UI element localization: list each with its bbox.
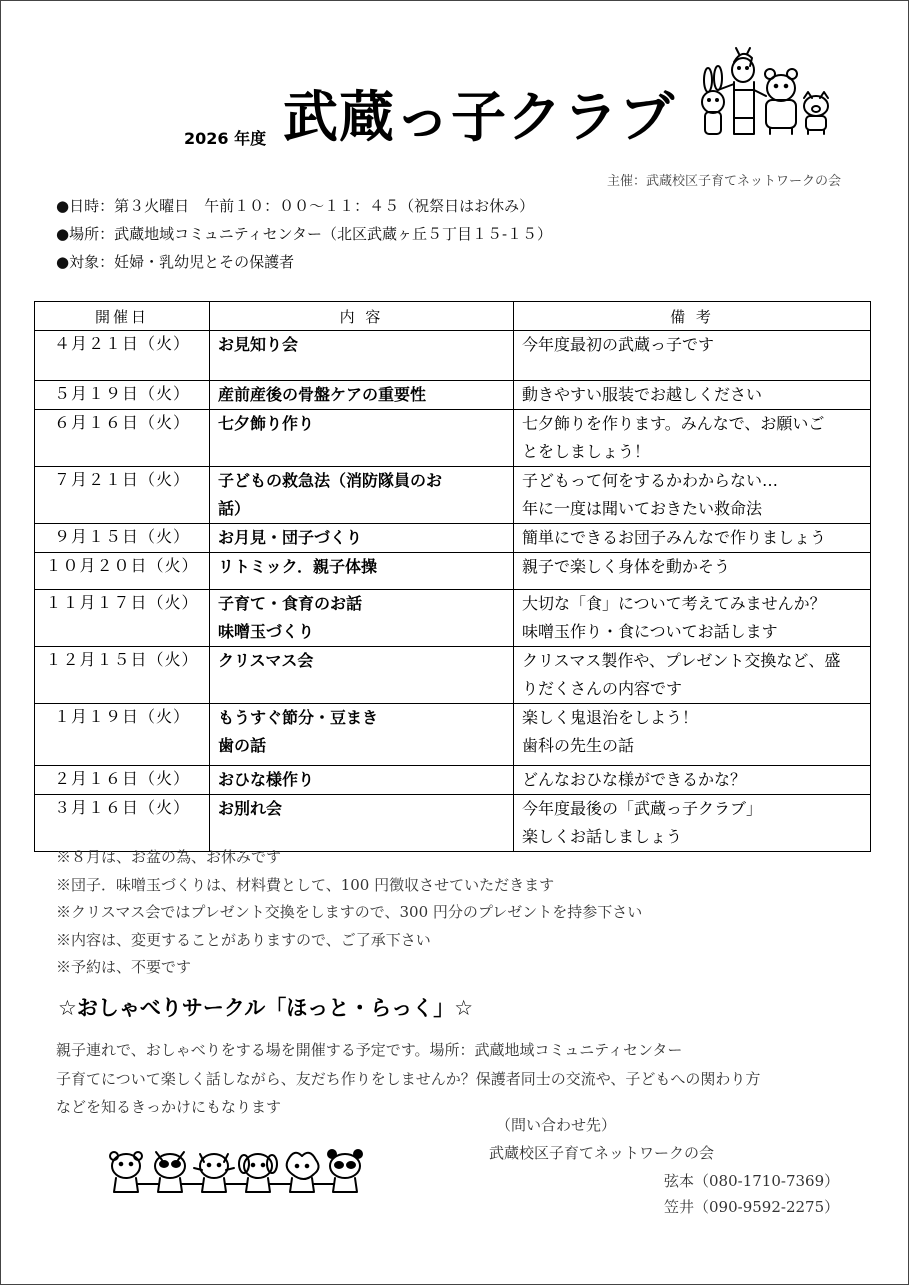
- row-content: [210, 704, 514, 766]
- note-line: 簡単にできるお団子みんなで作りましょう: [522, 528, 827, 547]
- content-line: 七夕飾り作り: [218, 414, 315, 433]
- contact-person-1: 弦本（080-1710-7369）: [664, 1172, 840, 1190]
- row-date: １月１９日（火）: [35, 704, 210, 766]
- note-line: 味噌玉作り・食についてお話します: [522, 622, 778, 641]
- row-note: [514, 331, 871, 381]
- table-row: [35, 553, 871, 590]
- content-line: 話）: [218, 499, 251, 518]
- table-row: [35, 766, 871, 795]
- row-note: [514, 704, 871, 766]
- table-header-row: [35, 302, 871, 331]
- table-row: [35, 647, 871, 704]
- note-line: クリスマス製作や、プレゼント交換など、盛: [522, 651, 841, 670]
- row-content: [210, 467, 514, 524]
- row-note: [514, 553, 871, 590]
- animal-parade-illustration: [106, 1146, 368, 1198]
- row-date: ９月１５日（火）: [35, 524, 210, 553]
- row-date: １１月１７日（火）: [35, 590, 210, 647]
- header-date: 開催日: [35, 302, 210, 331]
- table-row: [35, 331, 871, 381]
- row-note: [514, 766, 871, 795]
- note-item: ※予約は、不要です: [56, 958, 192, 976]
- note-line: 今年度最後の「武蔵っ子クラブ」: [522, 799, 763, 818]
- note-line: 子どもって何をするかわからない…: [522, 471, 779, 490]
- row-note: [514, 795, 871, 852]
- row-note: [514, 381, 871, 410]
- content-line: お見知り会: [218, 335, 299, 354]
- note-line: 今年度最初の武蔵っ子です: [522, 335, 715, 354]
- note-line: 大切な「食」について考えてみませんか？: [522, 594, 826, 613]
- row-content: [210, 590, 514, 647]
- info-datetime: ●日時：第３火曜日 午前１０：００～１１：４５（祝祭日はお休み）: [56, 197, 535, 215]
- content-line: 子どもの救急法（消防隊員のお: [218, 471, 443, 490]
- row-date: ２月１６日（火）: [35, 766, 210, 795]
- raccoon-face: [155, 1152, 185, 1192]
- year-label: 2026 年度: [184, 129, 267, 148]
- table-row: [35, 795, 871, 852]
- row-date: ３月１６日（火）: [35, 795, 210, 852]
- page-title: 武蔵っ子クラブ: [283, 85, 676, 149]
- bear-face: [110, 1152, 142, 1192]
- content-line: クリスマス会: [218, 651, 314, 670]
- row-date: ６月１６日（火）: [35, 410, 210, 467]
- table-row: [35, 590, 871, 647]
- note-line: どんなおひな様ができるかな？: [522, 770, 747, 789]
- circle-line: などを知るきっかけにもなります: [56, 1098, 282, 1116]
- note-line: 親子で楽しく身体を動かそう: [522, 557, 731, 576]
- content-line: お別れ会: [218, 799, 283, 818]
- row-content: [210, 795, 514, 852]
- content-line: リトミック．親子体操: [218, 557, 378, 576]
- content-line: おひな様作り: [218, 770, 315, 789]
- note-item: ※内容は、変更することがありますので、ご了承下さい: [56, 930, 431, 949]
- circle-line: 親子連れで、おしゃべりをする場を開催する予定です。場所：武蔵地域コミュニティセンター: [56, 1041, 683, 1059]
- content-line: 子育て・食育のお話: [218, 594, 363, 613]
- table-row: [35, 524, 871, 553]
- animal-friends-illustration: [696, 42, 836, 142]
- row-date: ４月２１日（火）: [35, 331, 210, 381]
- note-item: ※クリスマス会ではプレゼント交換をしますので、300 円分のプレゼントを持参下さい: [56, 903, 643, 921]
- row-content: [210, 331, 514, 381]
- sheep-face: [287, 1153, 319, 1192]
- note-line: 楽しくお話しましょう: [522, 827, 683, 846]
- row-note: [514, 524, 871, 553]
- notes-list: [56, 844, 642, 982]
- panda-face: [328, 1150, 362, 1192]
- schedule-table: [34, 301, 871, 852]
- row-date: ７月２１日（火）: [35, 467, 210, 524]
- note-line: りだくさんの内容です: [522, 679, 683, 698]
- row-note: [514, 590, 871, 647]
- content-line: 産前産後の骨盤ケアの重要性: [218, 385, 427, 404]
- circle-title: ☆おしゃべりサークル「ほっと・らっく」☆: [58, 996, 474, 1020]
- note-line: 年に一度は聞いておきたい救命法: [522, 499, 763, 518]
- content-line: 味噌玉づくり: [218, 622, 315, 641]
- row-note: [514, 410, 871, 467]
- note-line: 七夕飾りを作ります。みんなで、お願いご: [522, 414, 825, 433]
- note-item: ※団子．味噌玉づくりは、材料費として、100 円徴収させていただきます: [56, 875, 555, 894]
- table-row: [35, 467, 871, 524]
- note-line: 楽しく鬼退治をしよう！: [522, 708, 699, 727]
- circle-line: 子育てについて楽しく話しながら、友だち作りをしませんか？保護者同士の交流や、子どもへの関わり方: [56, 1069, 761, 1088]
- contact-org: 武蔵校区子育てネットワークの会: [489, 1144, 715, 1162]
- header-content: 内 容: [210, 302, 514, 331]
- note-line: とをしましょう！: [522, 442, 651, 461]
- row-date: １２月１５日（火）: [35, 647, 210, 704]
- row-content: [210, 381, 514, 410]
- content-line: 歯の話: [218, 736, 267, 755]
- header-note: 備 考: [514, 302, 871, 331]
- row-content: [210, 553, 514, 590]
- row-note: [514, 467, 871, 524]
- info-target: ●対象：妊婦・乳幼児とその保護者: [56, 253, 295, 271]
- note-item: ※８月は、お盆の為、お休みです: [56, 848, 282, 866]
- row-content: [210, 766, 514, 795]
- row-date: １０月２０日（火）: [35, 553, 210, 590]
- row-note: [514, 647, 871, 704]
- note-line: 歯科の先生の話: [522, 736, 635, 755]
- contact-heading: （問い合わせ先）: [496, 1116, 617, 1134]
- content-line: お月見・団子づくり: [218, 528, 363, 547]
- row-content: [210, 410, 514, 467]
- row-date: ５月１９日（火）: [35, 381, 210, 410]
- row-content: [210, 647, 514, 704]
- circle-description: [56, 1036, 760, 1122]
- table-row: [35, 410, 871, 467]
- contact-person-2: 笠井（090-9592-2275）: [664, 1198, 840, 1216]
- table-row: [35, 381, 871, 410]
- note-line: 動きやすい服装でお越しください: [522, 385, 763, 404]
- row-content: [210, 524, 514, 553]
- dog-face: [239, 1154, 277, 1192]
- cat-face: [194, 1154, 234, 1192]
- content-line: もうすぐ節分・豆まき: [218, 708, 379, 727]
- organizer-label: 主催：武蔵校区子育てネットワークの会: [606, 174, 841, 189]
- info-place: ●場所：武蔵地域コミュニティセンター（北区武蔵ヶ丘５丁目１５-１５）: [56, 225, 553, 243]
- table-row: [35, 704, 871, 766]
